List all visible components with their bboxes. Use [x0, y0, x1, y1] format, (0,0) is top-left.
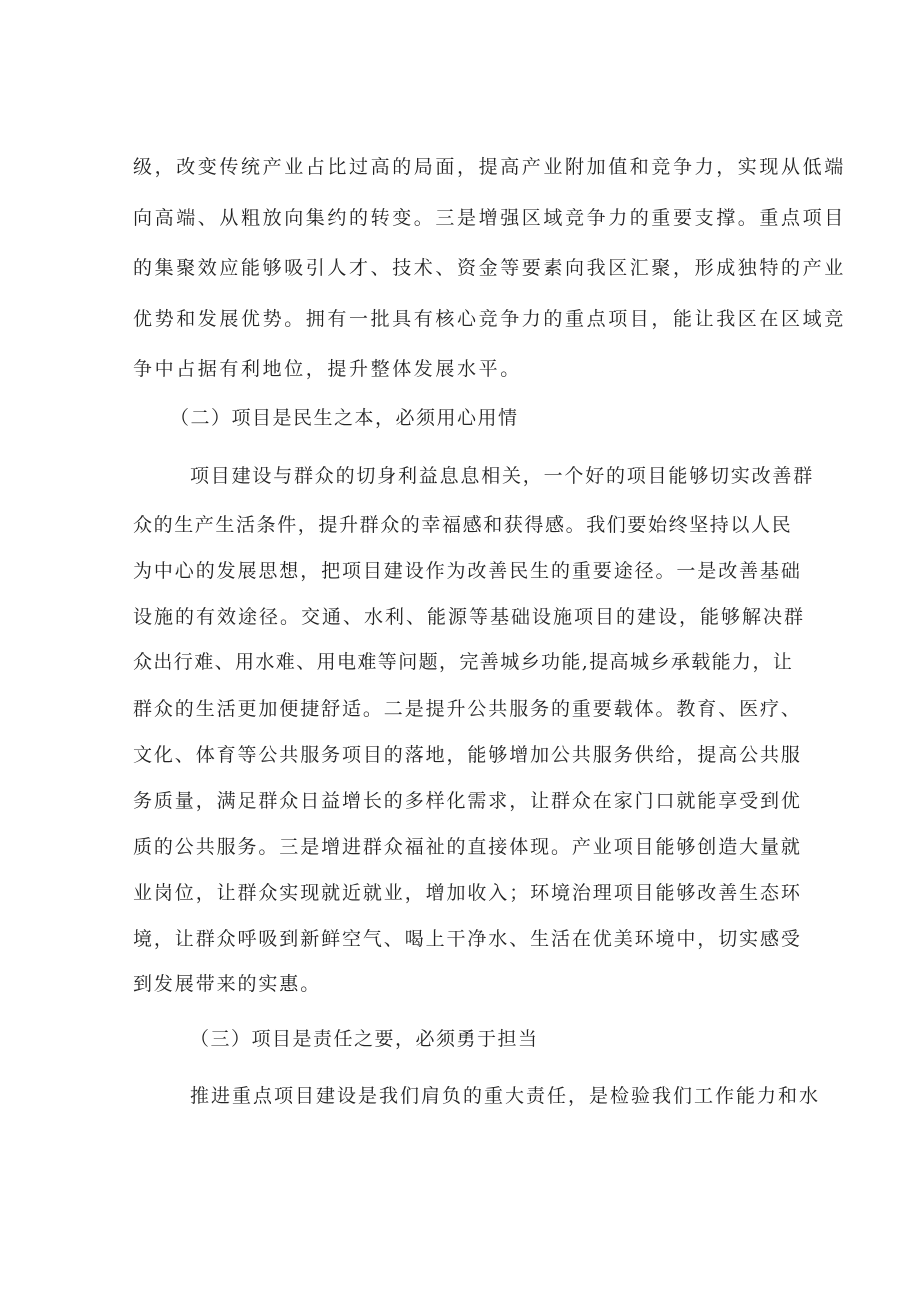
body-line: 境，让群众呼吸到新鲜空气、喝上干净水、生活在优美环境中，切实感受: [133, 928, 802, 950]
section-heading: （二）项目是民生之本，必须用心用情: [170, 407, 519, 429]
body-line: 争中占据有利地位，提升整体发展水平。: [133, 358, 522, 380]
body-line: 向高端、从粗放向集约的转变。三是增强区域竞争力的重要支撑。重点项目: [133, 207, 846, 229]
body-line: 推进重点项目建设是我们肩负的重大责任，是检验我们工作能力和水: [190, 1085, 821, 1107]
body-line: 质的公共服务。三是增进群众福祉的直接体现。产业项目能够创造大量就: [133, 836, 802, 858]
body-line: 业岗位，让群众实现就近就业，增加收入；环境治理项目能够改善生态环: [133, 882, 802, 904]
body-line: 到发展带来的实惠。: [133, 973, 322, 995]
body-line: 设施的有效途径。交通、水利、能源等基础设施项目的建设，能够解决群: [133, 606, 806, 628]
section-heading: （三）项目是责任之要，必须勇于担当: [190, 1028, 539, 1050]
body-line: 级，改变传统产业占比过高的局面，提高产业附加值和竞争力，实现从低端: [133, 156, 846, 178]
body-line: 为中心的发展思想，把项目建设作为改善民生的重要途径。一是改善基础: [133, 560, 802, 582]
body-line: 群众的生活更加便捷舒适。二是提升公共服务的重要载体。教育、医疗、: [133, 698, 802, 720]
body-line: 文化、体育等公共服务项目的落地，能够增加公共服务供给，提高公共服: [133, 744, 802, 766]
body-line: 众的生产生活条件，提升群众的幸福感和获得感。我们要始终坚持以人民: [133, 514, 793, 536]
body-line: 众出行难、用水难、用电难等问题，完善城乡功能,提高城乡承载能力，让: [133, 651, 794, 673]
body-line: 优势和发展优势。拥有一批具有核心竞争力的重点项目，能让我区在区域竞: [133, 308, 846, 330]
body-line: 项目建设与群众的切身利益息息相关，一个好的项目能够切实改善群: [190, 465, 815, 487]
body-line: 务质量，满足群众日益增长的多样化需求，让群众在家门口就能享受到优: [133, 790, 802, 812]
body-line: 的集聚效应能够吸引人才、技术、资金等要素向我区汇聚，形成独特的产业: [133, 257, 846, 279]
